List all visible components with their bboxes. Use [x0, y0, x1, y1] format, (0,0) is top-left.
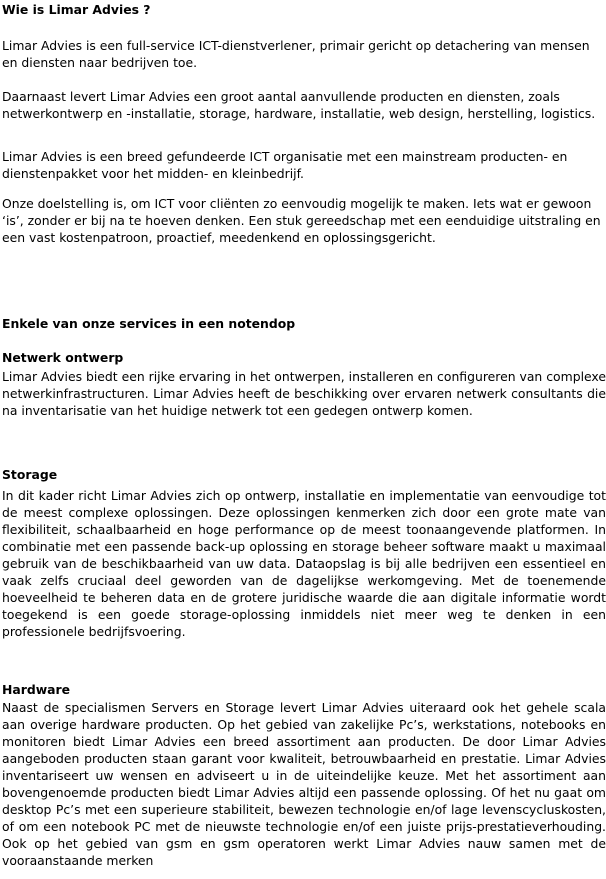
page-title: Wie is Limar Advies ? [2, 2, 151, 17]
services-heading: Enkele van onze services in een notendop [2, 316, 296, 331]
intro-paragraph-1: Limar Advies is een full-service ICT-dienstverlener, primair gericht op detachering van mensen en diensten naar bedrijven toe. [2, 38, 590, 70]
storage-heading: Storage [2, 467, 58, 482]
netwerk-ontwerp-heading: Netwerk ontwerp [2, 350, 124, 365]
netwerk-ontwerp-body: Limar Advies biedt een rijke ervaring in het ontwerpen, installeren en configureren van complexe netwerkinfrastructuren. Limar Advies heeft de beschikking over ervaren netwerk consultants die na inventarisatie van het huidige netwerk tot een gedegen ontwerp komen. [2, 369, 606, 418]
intro-paragraph-3: Limar Advies is een breed gefundeerde ICT organisatie met een mainstream producten- en dienstenpakket voor het midden- en kleinbedrijf. [2, 149, 568, 181]
intro-paragraph-4: Onze doelstelling is, om ICT voor cliënten zo eenvoudig mogelijk te maken. Iets wat er gewoon ‘is’, zonder er bij na te hoeven denken. Een stuk gereedschap met een eenduidige uitstraling en een vast kostenpatroon, proactief, meedenkend en oplossingsgericht. [2, 196, 601, 245]
hardware-heading: Hardware [2, 682, 71, 697]
intro-paragraph-2: Daarnaast levert Limar Advies een groot aantal aanvullende producten en diensten, zoals netwerkontwerp en -installatie, storage, hardware, installatie, web design, herstelling, logistics. [2, 89, 596, 121]
hardware-body: Naast de specialismen Servers en Storage levert Limar Advies uiteraard ook het gehele scala aan overige hardware producten. Op het gebied van zakelijke Pc’s, werkstations, notebooks en monitoren biedt Limar Advies een breed assortiment aan producten. De door Limar Advies aangeboden producten staan garant voor kwaliteit, betrouwbaarheid en prestatie. Limar Advies inventariseert uw wensen en adviseert u in de uiteindelijke keuze. Met het assortiment aan bovengenoemde producten biedt Limar Advies altijd een passende oplossing. Of het nu gaat om desktop Pc’s met een superieure stabiliteit, bewezen technologie en/of lage levenscycluskosten, of om een notebook PC met de nieuwste technologie en/of een juiste prijs-prestatieverhouding. Ook op het gebied van gsm en gsm operatoren werkt Limar Advies nauw samen met de vooraanstaande merken [2, 700, 606, 868]
storage-body: In dit kader richt Limar Advies zich op ontwerp, installatie en implementatie van eenvoudige tot de meest complexe oplossingen. Deze oplossingen kenmerken zich door een grote mate van flexibiliteit, schaalbaarheid en hoge performance op de meest toonaangevende platformen. In combinatie met een passende back-up oplossing en storage beheer software maakt u maximaal gebruik van de beschikbaarheid van uw data. Dataopslag is bij alle bedrijven een essentieel en vaak zelfs cruciaal deel geworden van de dagelijkse werkomgeving. Met de toenemende hoeveelheid te beheren data en de grotere juridische waarde die aan digitale informatie wordt toegekend is een goede storage-oplossing inmiddels niet meer weg te denken in een professionele bedrijfsvoering. [2, 488, 606, 639]
